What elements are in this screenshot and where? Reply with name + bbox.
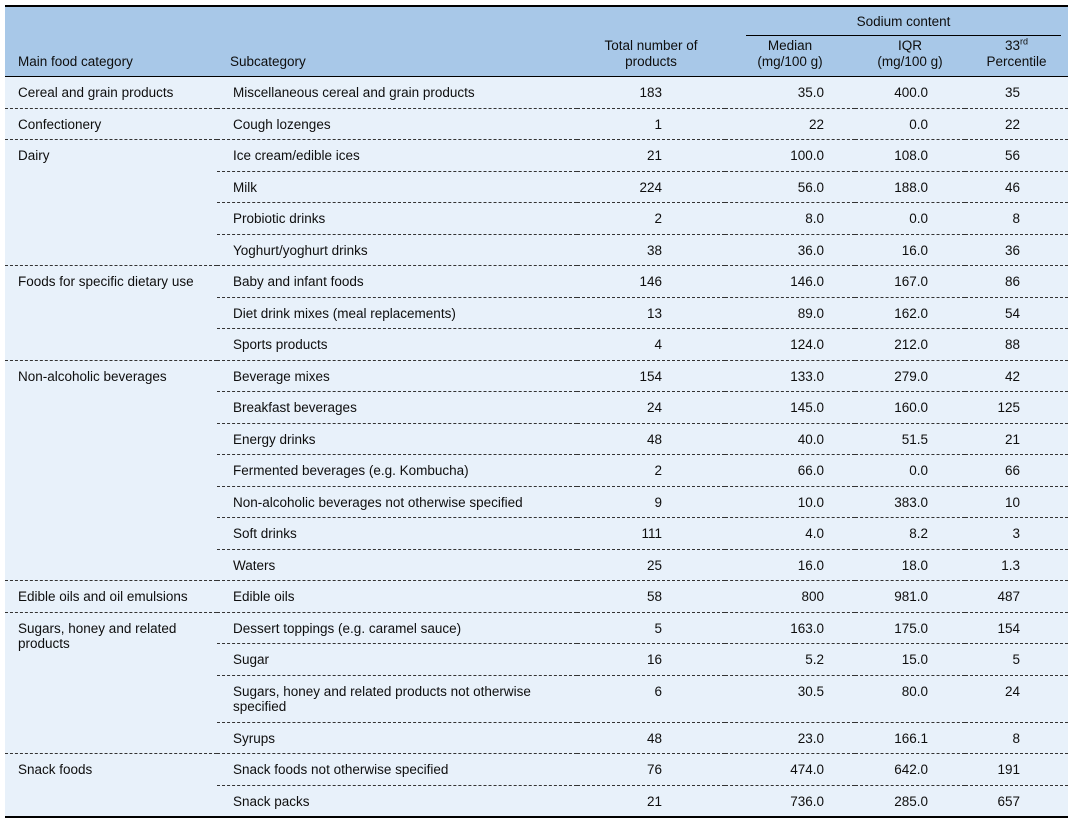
main-category-cell: Sugars, honey and related products <box>5 612 217 754</box>
median-cell: 30.5 <box>725 675 855 722</box>
iqr-cell: 642.0 <box>855 754 965 786</box>
percentile-cell: 1.3 <box>965 549 1068 581</box>
column-header-row <box>5 36 1068 77</box>
median-cell: 4.0 <box>725 518 855 550</box>
total-products-cell: 111 <box>577 518 725 550</box>
percentile-cell: 36 <box>965 234 1068 266</box>
col-header-median-line1: Median <box>767 38 813 53</box>
percentile-cell: 487 <box>965 581 1068 613</box>
median-cell: 145.0 <box>725 392 855 424</box>
percentile-cell: 42 <box>965 360 1068 392</box>
subcategory-cell: Snack foods not otherwise specified <box>217 754 577 786</box>
iqr-cell: 51.5 <box>855 423 965 455</box>
iqr-cell: 400.0 <box>855 77 965 109</box>
median-cell: 35.0 <box>725 77 855 109</box>
iqr-cell: 15.0 <box>855 644 965 676</box>
percentile-cell: 154 <box>965 612 1068 644</box>
col-header-main-category: Main food category <box>5 36 217 77</box>
percentile-cell: 125 <box>965 392 1068 424</box>
percentile-cell: 66 <box>965 455 1068 487</box>
total-products-cell: 154 <box>577 360 725 392</box>
group-header-row <box>5 6 1068 36</box>
subcategory-cell: Milk <box>217 171 577 203</box>
col-header-percentile <box>965 36 1068 77</box>
total-products-cell: 146 <box>577 266 725 298</box>
total-products-cell: 9 <box>577 486 725 518</box>
table-row <box>5 612 1068 644</box>
total-products-cell: 76 <box>577 754 725 786</box>
percentile-cell: 24 <box>965 675 1068 722</box>
median-cell: 133.0 <box>725 360 855 392</box>
col-header-median <box>725 36 855 77</box>
median-cell: 800 <box>725 581 855 613</box>
percentile-cell: 88 <box>965 329 1068 361</box>
iqr-cell: 160.0 <box>855 392 965 424</box>
subcategory-cell: Sugar <box>217 644 577 676</box>
percentile-cell: 86 <box>965 266 1068 298</box>
subcategory-cell: Soft drinks <box>217 518 577 550</box>
col-header-median-line2: (mg/100 g) <box>757 54 823 69</box>
median-cell: 66.0 <box>725 455 855 487</box>
total-products-cell: 5 <box>577 612 725 644</box>
percentile-cell: 10 <box>965 486 1068 518</box>
table-row <box>5 77 1068 109</box>
percentile-cell: 8 <box>965 722 1068 754</box>
subcategory-cell: Ice cream/edible ices <box>217 140 577 172</box>
iqr-cell: 108.0 <box>855 140 965 172</box>
main-category-cell: Foods for specific dietary use <box>5 266 217 361</box>
iqr-cell: 175.0 <box>855 612 965 644</box>
table-row <box>5 266 1068 298</box>
table-row <box>5 581 1068 613</box>
subcategory-cell: Fermented beverages (e.g. Kombucha) <box>217 455 577 487</box>
table-row <box>5 754 1068 786</box>
median-cell: 8.0 <box>725 203 855 235</box>
main-category-cell: Dairy <box>5 140 217 266</box>
median-cell: 736.0 <box>725 785 855 817</box>
percentile-cell: 3 <box>965 518 1068 550</box>
iqr-cell: 0.0 <box>855 108 965 140</box>
percentile-cell: 8 <box>965 203 1068 235</box>
percentile-cell: 46 <box>965 171 1068 203</box>
iqr-cell: 18.0 <box>855 549 965 581</box>
main-category-cell: Cereal and grain products <box>5 77 217 109</box>
median-cell: 40.0 <box>725 423 855 455</box>
percentile-cell: 35 <box>965 77 1068 109</box>
col-header-iqr <box>855 36 965 77</box>
median-cell: 89.0 <box>725 297 855 329</box>
sodium-content-label: Sodium content <box>746 14 1061 36</box>
sodium-content-table <box>5 5 1068 818</box>
col-header-percentile-line2: Percentile <box>986 54 1047 69</box>
percentile-cell: 5 <box>965 644 1068 676</box>
main-category-cell: Non-alcoholic beverages <box>5 360 217 581</box>
col-header-total-line1: Total number of <box>604 38 698 53</box>
subcategory-cell: Syrups <box>217 722 577 754</box>
median-cell: 22 <box>725 108 855 140</box>
subcategory-cell: Beverage mixes <box>217 360 577 392</box>
subcategory-cell: Energy drinks <box>217 423 577 455</box>
subcategory-cell: Miscellaneous cereal and grain products <box>217 77 577 109</box>
total-products-cell: 58 <box>577 581 725 613</box>
subcategory-cell: Diet drink mixes (meal replacements) <box>217 297 577 329</box>
iqr-cell: 162.0 <box>855 297 965 329</box>
subcategory-cell: Edible oils <box>217 581 577 613</box>
median-cell: 23.0 <box>725 722 855 754</box>
iqr-cell: 8.2 <box>855 518 965 550</box>
percentile-cell: 22 <box>965 108 1068 140</box>
total-products-cell: 48 <box>577 722 725 754</box>
iqr-cell: 279.0 <box>855 360 965 392</box>
table-row <box>5 360 1068 392</box>
percentile-cell: 56 <box>965 140 1068 172</box>
subcategory-cell: Waters <box>217 549 577 581</box>
col-header-total-products <box>577 36 725 77</box>
total-products-cell: 2 <box>577 455 725 487</box>
iqr-cell: 166.1 <box>855 722 965 754</box>
total-products-cell: 4 <box>577 329 725 361</box>
subcategory-cell: Snack packs <box>217 785 577 817</box>
subcategory-cell: Sports products <box>217 329 577 361</box>
total-products-cell: 38 <box>577 234 725 266</box>
subcategory-cell: Non-alcoholic beverages not otherwise specified <box>217 486 577 518</box>
iqr-cell: 0.0 <box>855 455 965 487</box>
col-header-percentile-number: 33 <box>1004 38 1021 53</box>
col-header-total-line2: products <box>625 54 677 69</box>
total-products-cell: 48 <box>577 423 725 455</box>
median-cell: 5.2 <box>725 644 855 676</box>
subcategory-cell: Sugars, honey and related products not otherwise specified <box>217 675 577 722</box>
table-row <box>5 108 1068 140</box>
subcategory-cell: Yoghurt/yoghurt drinks <box>217 234 577 266</box>
sodium-content-group-header <box>725 6 1068 36</box>
total-products-cell: 24 <box>577 392 725 424</box>
total-products-cell: 224 <box>577 171 725 203</box>
subcategory-cell: Probiotic drinks <box>217 203 577 235</box>
iqr-cell: 285.0 <box>855 785 965 817</box>
iqr-cell: 188.0 <box>855 171 965 203</box>
median-cell: 100.0 <box>725 140 855 172</box>
main-category-cell: Confectionery <box>5 108 217 140</box>
total-products-cell: 1 <box>577 108 725 140</box>
table-header <box>5 6 1068 77</box>
header-spacer <box>5 6 725 36</box>
total-products-cell: 21 <box>577 785 725 817</box>
iqr-cell: 981.0 <box>855 581 965 613</box>
total-products-cell: 16 <box>577 644 725 676</box>
percentile-cell: 21 <box>965 423 1068 455</box>
iqr-cell: 16.0 <box>855 234 965 266</box>
col-header-iqr-line2: (mg/100 g) <box>877 54 943 69</box>
total-products-cell: 21 <box>577 140 725 172</box>
total-products-cell: 6 <box>577 675 725 722</box>
median-cell: 10.0 <box>725 486 855 518</box>
subcategory-cell: Dessert toppings (e.g. caramel sauce) <box>217 612 577 644</box>
total-products-cell: 183 <box>577 77 725 109</box>
percentile-cell: 657 <box>965 785 1068 817</box>
median-cell: 124.0 <box>725 329 855 361</box>
subcategory-cell: Breakfast beverages <box>217 392 577 424</box>
iqr-cell: 212.0 <box>855 329 965 361</box>
table-row <box>5 140 1068 172</box>
subcategory-cell: Baby and infant foods <box>217 266 577 298</box>
total-products-cell: 2 <box>577 203 725 235</box>
percentile-cell: 54 <box>965 297 1068 329</box>
median-cell: 163.0 <box>725 612 855 644</box>
main-category-cell: Snack foods <box>5 754 217 818</box>
percentile-cell: 191 <box>965 754 1068 786</box>
col-header-subcategory: Subcategory <box>217 36 577 77</box>
subcategory-cell: Cough lozenges <box>217 108 577 140</box>
main-category-cell: Edible oils and oil emulsions <box>5 581 217 613</box>
iqr-cell: 383.0 <box>855 486 965 518</box>
total-products-cell: 13 <box>577 297 725 329</box>
iqr-cell: 80.0 <box>855 675 965 722</box>
median-cell: 36.0 <box>725 234 855 266</box>
iqr-cell: 167.0 <box>855 266 965 298</box>
median-cell: 16.0 <box>725 549 855 581</box>
table-body <box>5 77 1068 818</box>
median-cell: 146.0 <box>725 266 855 298</box>
col-header-iqr-line1: IQR <box>897 38 922 53</box>
percentile-ordinal-superscript: rd <box>1020 36 1029 47</box>
total-products-cell: 25 <box>577 549 725 581</box>
median-cell: 474.0 <box>725 754 855 786</box>
iqr-cell: 0.0 <box>855 203 965 235</box>
median-cell: 56.0 <box>725 171 855 203</box>
